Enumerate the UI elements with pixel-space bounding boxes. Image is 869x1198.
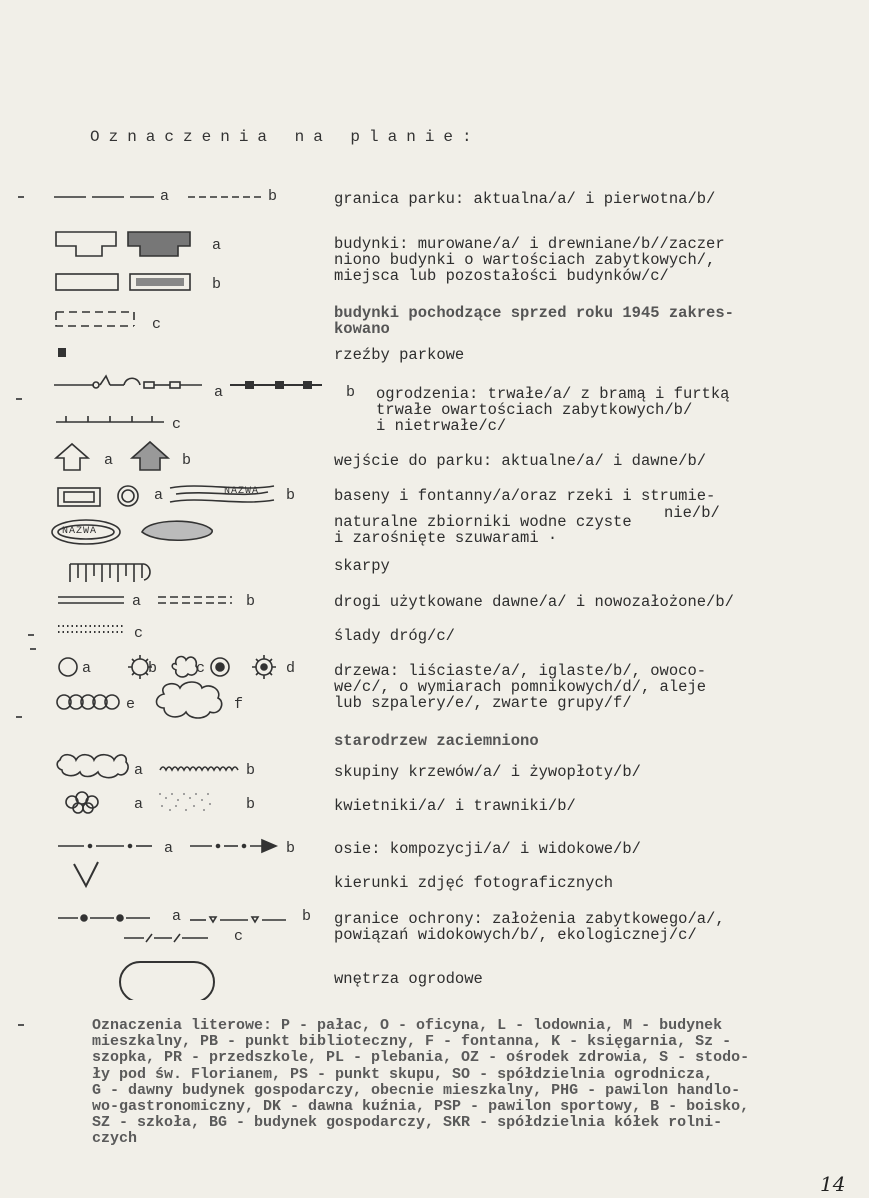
- margin-mark: [28, 634, 34, 636]
- protection-view-symbol: [190, 917, 286, 922]
- road-former-symbol: [158, 597, 232, 603]
- legend-text-pools-cont: nie/b/: [664, 504, 720, 522]
- legend-text-boundary: granica parku: aktualna/a/ i pierwotna/b/: [334, 190, 716, 208]
- margin-mark: [18, 196, 24, 198]
- tree-fruit-symbol: [172, 657, 197, 677]
- letter-b: b: [286, 840, 296, 857]
- letter-b: b: [346, 384, 356, 401]
- axis-view-symbol: [190, 840, 276, 852]
- fence-temporary-symbol: [56, 416, 164, 422]
- river-label: NAZWA: [224, 486, 260, 497]
- entrance-former-symbol: [132, 442, 168, 470]
- letter-a: a: [212, 237, 222, 254]
- letter-c: c: [196, 660, 206, 677]
- tree-deciduous-symbol: [59, 658, 77, 676]
- letter-c: c: [152, 316, 162, 333]
- building-brick-symbol: [56, 232, 116, 256]
- letter-a: a: [82, 660, 92, 677]
- tree-group-symbol: [157, 682, 222, 718]
- page-number: 14: [820, 1172, 846, 1196]
- legend-text-pre1945: budynki pochodzące sprzed roku 1945 zakres- kowano: [334, 304, 734, 338]
- legend-symbols: [40, 180, 340, 1000]
- legend-text-old-trees: starodrzew zaciemniono: [334, 732, 539, 750]
- letter-codes-paragraph: Oznaczenia literowe: P - pałac, O - oficyna, L - lodownia, M - budynek mieszkalny, PB - punkt biblioteczny, F - fontanna, K - księgarnia, Sz - szopka, PR - przedszkole, PL - plebania, OZ - ośrodek zdrowia, S - stodo- ły pod św. Florianem, PS - punkt skupu, SO - spółdzielnia ogrodnicza, G - dawny budynek gospodarczy, obecnie mieszkalny, PHG - pawilon handlo- wo-gastronomiczny, DK - dawna kuźnia, PSP - pawilon sportowy, B - boisko, SZ - szkoła, BG - budynek gospodarczy, SKR - spółdzielnia kółek rolni- czych: [92, 1017, 750, 1148]
- legend-text-trees: drzewa: liściaste/a/, iglaste/b/, owoco- we/c/, o wymiarach pomnikowych/d/, aleje lub szpalery/e/, zwarte grupy/f/: [334, 662, 707, 712]
- margin-mark: [16, 716, 22, 718]
- letter-a: a: [160, 188, 170, 205]
- letter-b: b: [286, 487, 296, 504]
- tree-monument-symbol: [211, 658, 229, 676]
- legend-text-pools: baseny i fontanny/a/oraz rzeki i strumie-: [334, 487, 716, 505]
- letter-a: a: [172, 908, 182, 925]
- letter-f: f: [234, 696, 244, 713]
- letter-b: b: [246, 796, 256, 813]
- water-label: NAZWA: [62, 526, 98, 537]
- letter-a: a: [132, 593, 142, 610]
- legend-text-fences: ogrodzenia: trwałe/a/ z bramą i furtką trwałe owartościach zabytkowych/b/ i nietrwałe/c/: [376, 385, 730, 435]
- page-title: Oznaczenia na planie:: [90, 128, 481, 146]
- legend-text-protection: granice ochrony: założenia zabytkowego/a/, powiązań widokowych/b/, ekologicznej/c/: [334, 910, 725, 944]
- sculpture-symbol: [58, 348, 66, 357]
- escarpment-symbol: [70, 564, 150, 582]
- letter-c: c: [134, 625, 144, 642]
- flowerbed-symbol: [66, 792, 98, 813]
- letter-b: b: [182, 452, 192, 469]
- legend-text-buildings: budynki: murowane/a/ i drewniane/b//zaczer niono budynki o wartościach zabytkowych/, miejsca lub pozostałości budynków/c/: [334, 235, 725, 285]
- letter-a: a: [154, 487, 164, 504]
- letter-a: a: [164, 840, 174, 857]
- fence-gate-symbol: [54, 376, 202, 388]
- legend-text-flowerbeds: kwietniki/a/ i trawniki/b/: [334, 797, 576, 815]
- building-wooden-symbol: [56, 274, 118, 290]
- letter-d: d: [286, 660, 296, 677]
- letter-c: c: [234, 928, 244, 945]
- margin-mark: [16, 398, 22, 400]
- tree-alley-symbol: [57, 695, 119, 709]
- legend-text-garden-interiors: wnętrza ogrodowe: [334, 970, 483, 988]
- letter-b: b: [246, 593, 256, 610]
- building-remains-symbol: [56, 312, 134, 326]
- garden-interior-symbol: [120, 962, 214, 1000]
- shrub-group-symbol: [57, 755, 128, 778]
- letter-b: b: [268, 188, 278, 205]
- letter-a: a: [134, 796, 144, 813]
- letter-e: e: [126, 696, 136, 713]
- letter-c: c: [172, 416, 182, 433]
- legend-text-photo-directions: kierunki zdjęć fotograficznych: [334, 874, 614, 892]
- letter-a: a: [104, 452, 114, 469]
- legend-text-roads: drogi użytkowane dawne/a/ i nowozałożone/b/: [334, 593, 734, 611]
- tree-conifer-monument-symbol: [252, 655, 276, 679]
- axis-composition-symbol: [58, 845, 152, 848]
- legend-text-axes: osie: kompozycji/a/ i widokowe/b/: [334, 840, 641, 858]
- legend-text-sculptures: rzeźby parkowe: [334, 346, 465, 364]
- protection-ecological-symbol: [124, 934, 208, 942]
- margin-mark: [30, 648, 36, 650]
- legend-text-shrubs: skupiny krzewów/a/ i żywopłoty/b/: [334, 763, 641, 781]
- entrance-current-symbol: [56, 444, 88, 470]
- lawn-symbol: [159, 793, 211, 811]
- letter-b: b: [246, 762, 256, 779]
- letter-a: a: [214, 384, 224, 401]
- water-overgrown-symbol: [142, 521, 212, 540]
- protection-historic-symbol: [58, 915, 150, 921]
- legend-text-water: naturalne zbiorniki wodne czyste i zarośnięte szuwarami ·: [334, 513, 632, 547]
- letter-b: b: [212, 276, 222, 293]
- hedge-symbol: [160, 767, 238, 770]
- letter-b: b: [148, 660, 158, 677]
- building-historic-symbol: [128, 232, 190, 256]
- letter-a: a: [134, 762, 144, 779]
- fence-historic-symbol: [230, 382, 322, 388]
- fountain-symbol: [118, 486, 138, 506]
- margin-mark: [18, 1024, 24, 1026]
- legend-text-escarpments: skarpy: [334, 557, 390, 575]
- legend-text-entrance: wejście do parku: aktualne/a/ i dawne/b/: [334, 452, 707, 470]
- photo-direction-symbol: [74, 862, 98, 886]
- legend-text-road-traces: ślady dróg/c/: [334, 627, 455, 645]
- letter-b: b: [302, 908, 312, 925]
